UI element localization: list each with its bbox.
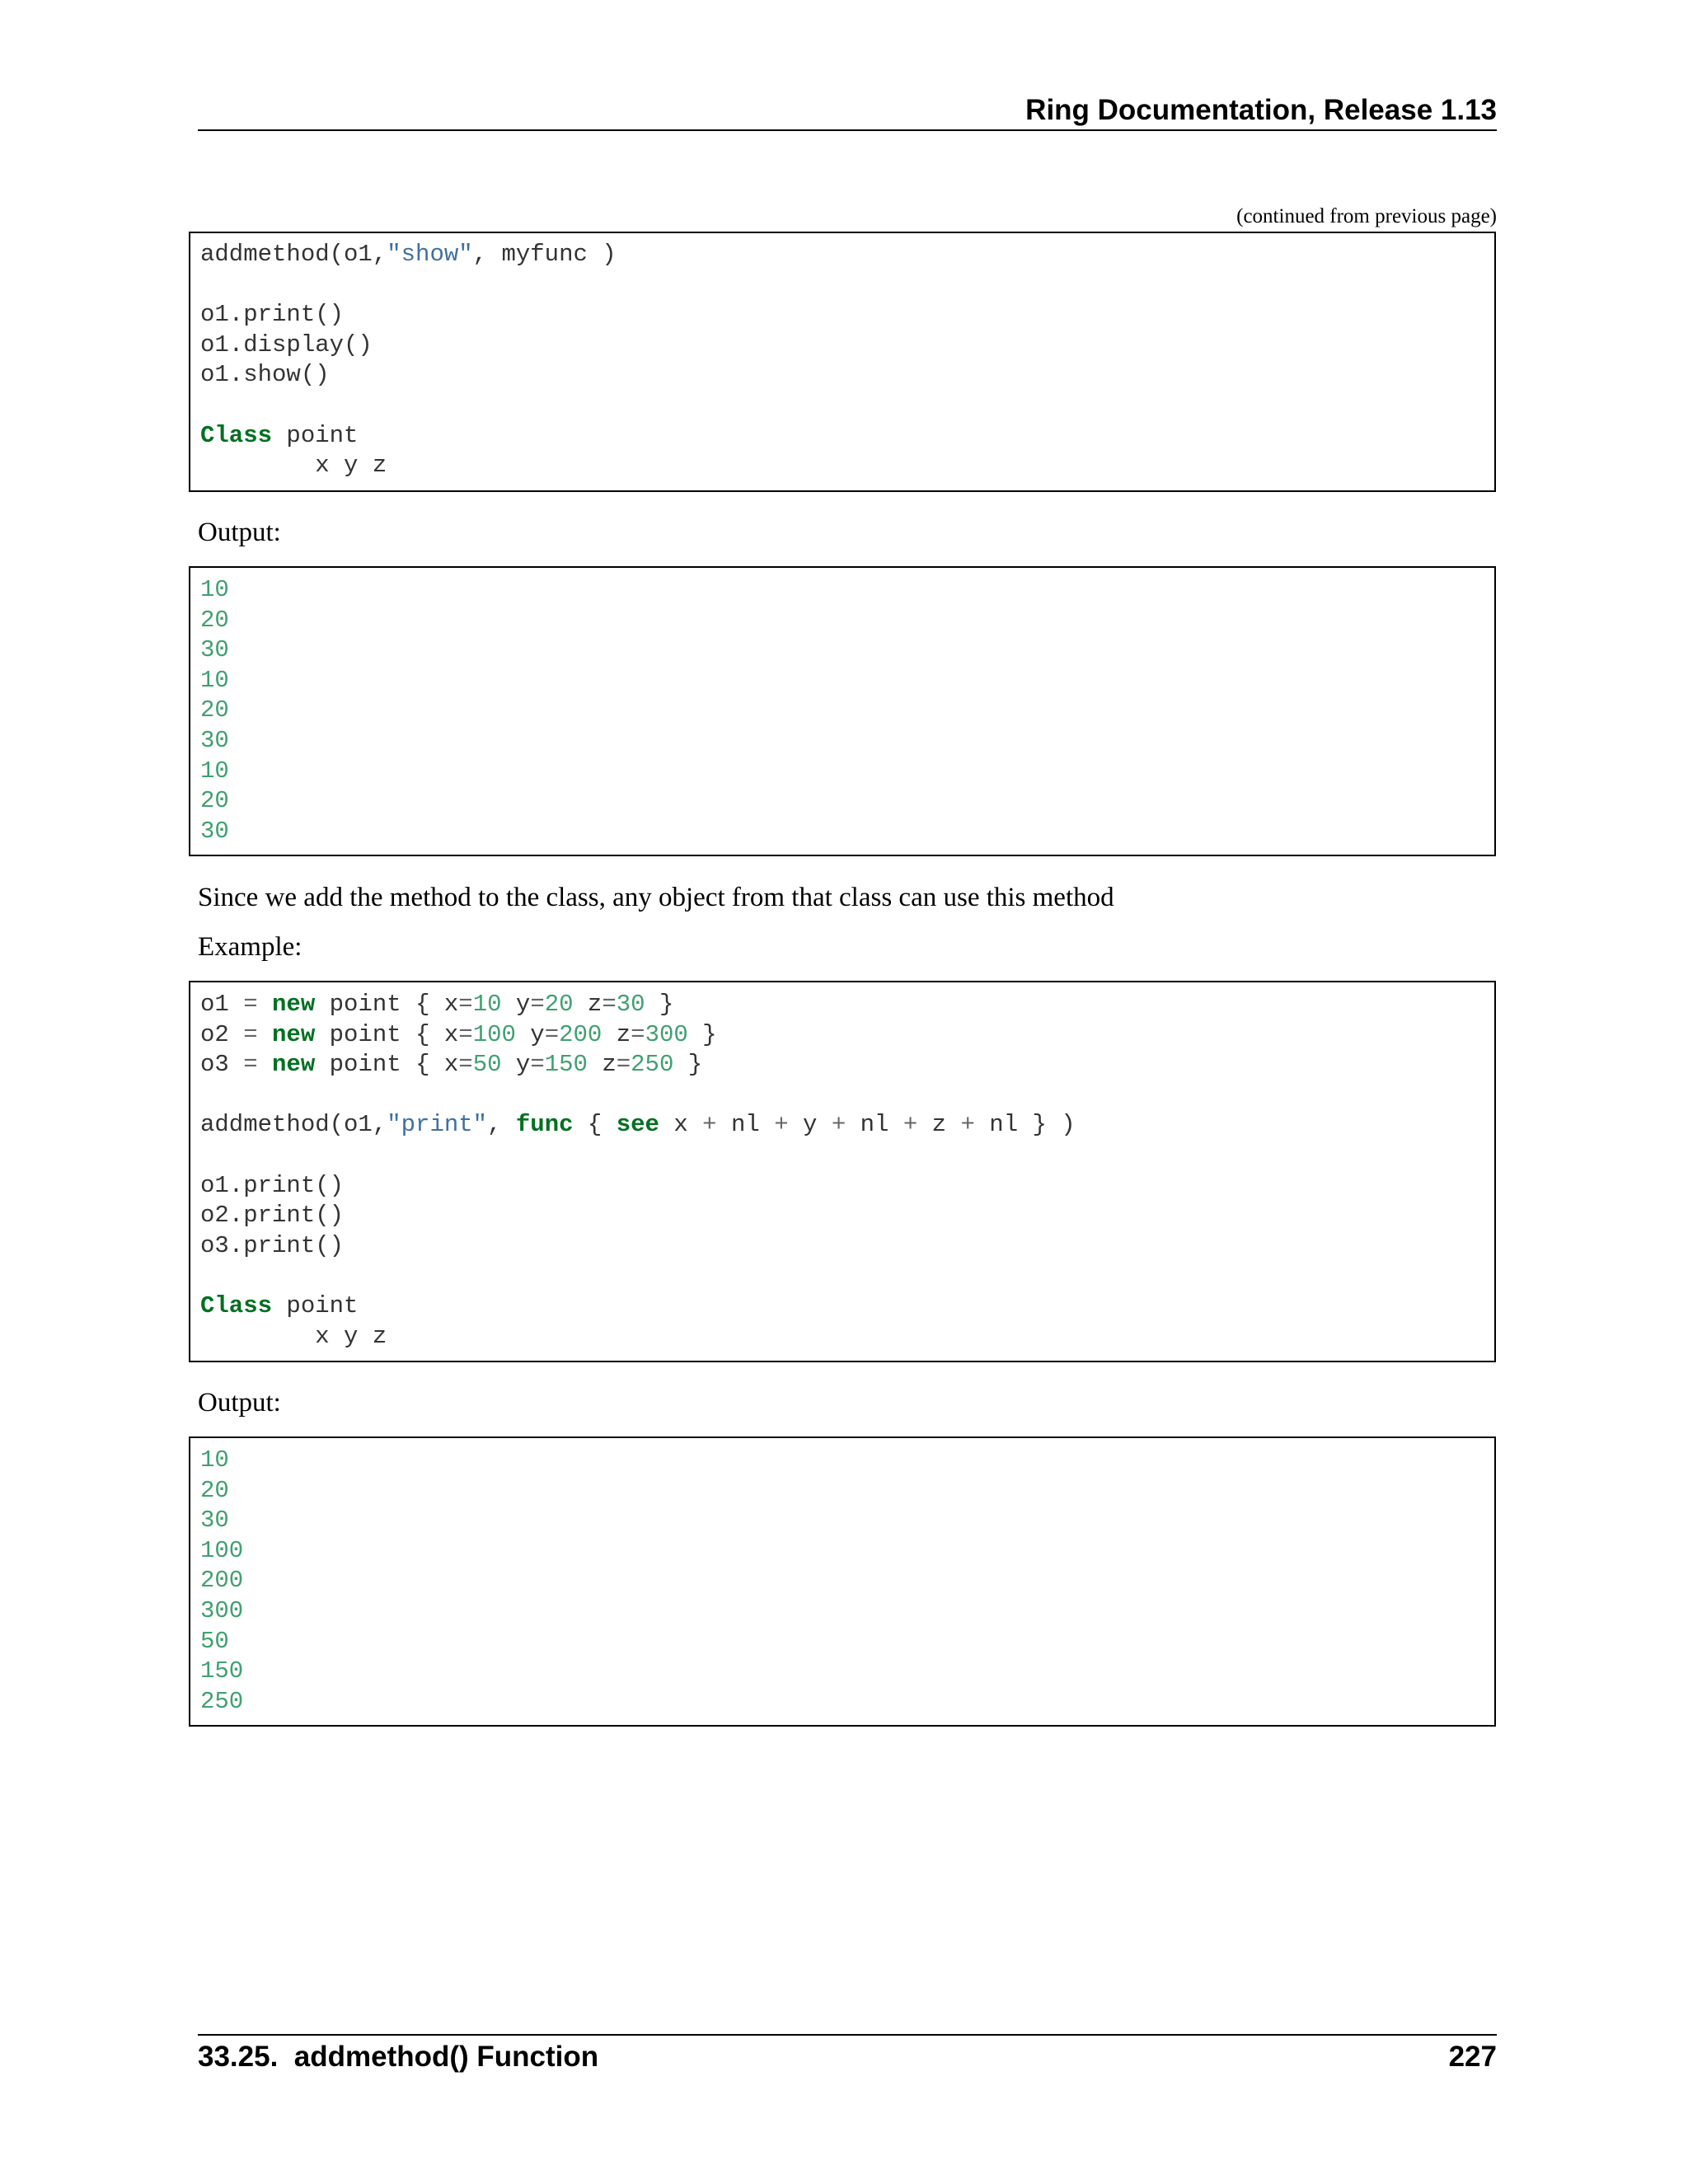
output-line: 200	[200, 1567, 244, 1595]
code-text: point	[272, 421, 359, 449]
output-line: 10	[200, 576, 229, 603]
code-text: nl	[716, 1111, 775, 1139]
code-text: o2	[200, 1020, 244, 1048]
code-line	[200, 422, 358, 449]
page-number: 227	[1448, 2041, 1497, 2073]
code-text: nl } )	[974, 1111, 1076, 1139]
code-text: {	[573, 1111, 617, 1139]
output-line: 20	[200, 606, 229, 634]
running-header-title: Ring Documentation, Release 1.13	[1025, 94, 1497, 126]
code-keyword: func	[515, 1111, 574, 1139]
code-text: x	[659, 1111, 703, 1139]
code-text: }	[673, 1051, 703, 1079]
code-operator: +	[960, 1111, 975, 1139]
output-line: 150	[200, 1657, 244, 1685]
code-line	[200, 1051, 702, 1078]
code-number: 300	[645, 1020, 688, 1048]
output-line: 20	[200, 1476, 229, 1504]
code-line	[200, 991, 673, 1018]
code-text: point { x	[315, 991, 459, 1018]
continued-note: (continued from previous page)	[1236, 205, 1497, 227]
code-operator: =	[544, 1020, 560, 1048]
code-line	[200, 1323, 387, 1350]
code-text: point	[272, 1291, 359, 1319]
code-operator: =	[530, 1051, 545, 1079]
code-line	[200, 1202, 344, 1229]
code-text: }	[645, 991, 674, 1018]
code-line	[200, 1111, 1076, 1138]
code-text: point { x	[315, 1020, 459, 1048]
code-text: z	[917, 1111, 961, 1139]
code-block-addmethod-print	[189, 981, 1496, 1362]
output-listing	[190, 568, 1494, 846]
output-line: 30	[200, 726, 229, 754]
code-keyword: new	[272, 1051, 316, 1079]
code-listing	[190, 982, 1494, 1352]
code-text: x y z	[200, 1322, 387, 1350]
code-string: "show"	[387, 241, 473, 268]
code-operator: +	[702, 1111, 717, 1139]
output-block-2	[189, 1436, 1496, 1727]
code-text: z	[602, 1020, 631, 1048]
code-operator: +	[903, 1111, 918, 1139]
output-label: Output:	[198, 518, 281, 547]
output-line: 30	[200, 636, 229, 664]
code-block-addmethod-show	[189, 232, 1496, 492]
code-operator: =	[602, 991, 617, 1018]
output-block-1	[189, 566, 1496, 856]
output-line: 10	[200, 757, 229, 785]
code-line	[200, 1021, 717, 1048]
code-keyword: see	[616, 1111, 659, 1139]
code-keyword: Class	[200, 1291, 273, 1319]
code-string: "print"	[387, 1111, 488, 1139]
body-paragraph: Since we add the method to the class, any object from that class can use this method	[198, 883, 1114, 912]
code-number: 250	[631, 1051, 674, 1079]
code-text	[258, 991, 272, 1018]
code-text: o1	[200, 991, 244, 1018]
output-line: 30	[200, 817, 229, 845]
code-number: 20	[544, 991, 574, 1018]
code-keyword: Class	[200, 421, 273, 449]
code-text: nl	[846, 1111, 903, 1139]
output-line: 50	[200, 1627, 229, 1655]
code-operator: +	[774, 1111, 789, 1139]
output-line: 20	[200, 787, 229, 815]
header-rule	[198, 129, 1497, 131]
code-number: 100	[472, 1020, 516, 1048]
code-operator: =	[243, 1051, 258, 1079]
code-text: z	[587, 1051, 617, 1079]
code-operator: +	[831, 1111, 846, 1139]
code-text: x y z	[200, 452, 387, 480]
code-text: addmethod(o1,	[200, 1111, 387, 1139]
code-line	[200, 1232, 344, 1259]
code-number: 200	[559, 1020, 603, 1048]
code-text: o1.show()	[200, 361, 330, 389]
output-line: 250	[200, 1687, 244, 1715]
output-line: 10	[200, 666, 229, 694]
code-line	[200, 241, 617, 268]
code-text: y	[501, 991, 531, 1018]
code-text: }	[687, 1020, 717, 1048]
output-label: Output:	[198, 1388, 281, 1418]
code-text: ,	[487, 1111, 516, 1139]
code-operator: =	[243, 1020, 258, 1048]
code-text: y	[501, 1051, 531, 1079]
code-number: 150	[544, 1051, 588, 1079]
code-text	[258, 1021, 272, 1048]
code-line	[200, 1292, 358, 1319]
footer-rule	[198, 2034, 1497, 2036]
code-text: o2.print()	[200, 1202, 345, 1230]
code-operator: =	[631, 1020, 645, 1048]
code-text: o3.print()	[200, 1231, 345, 1259]
code-text: addmethod(o1,	[200, 241, 387, 268]
code-line	[200, 331, 373, 359]
code-text: z	[573, 991, 603, 1018]
code-text: o1.print()	[200, 1171, 345, 1199]
code-text	[258, 1051, 272, 1078]
code-operator: =	[243, 991, 258, 1018]
output-line: 30	[200, 1507, 229, 1535]
example-label: Example:	[198, 932, 302, 962]
code-operator: =	[458, 991, 473, 1018]
code-number: 50	[472, 1051, 502, 1079]
code-operator: =	[616, 1051, 631, 1079]
code-keyword: new	[272, 991, 316, 1018]
code-text: o1.display()	[200, 330, 373, 359]
code-keyword: new	[272, 1020, 316, 1048]
code-operator: =	[530, 991, 545, 1018]
footer-section-title: 33.25. addmethod() Function	[198, 2041, 599, 2073]
code-text: y	[788, 1111, 832, 1139]
code-line	[200, 301, 344, 328]
code-operator: =	[458, 1020, 473, 1048]
code-listing	[190, 233, 1494, 481]
code-line	[200, 452, 387, 479]
code-line	[200, 1172, 344, 1199]
code-line	[200, 361, 330, 388]
code-number: 10	[472, 991, 502, 1018]
code-text: point { x	[315, 1051, 459, 1079]
code-text: o1.print()	[200, 301, 345, 329]
output-line: 300	[200, 1596, 244, 1624]
output-line: 20	[200, 696, 229, 724]
code-text: , myfunc )	[472, 241, 617, 268]
output-listing	[190, 1438, 1494, 1717]
output-line: 10	[200, 1446, 229, 1474]
code-operator: =	[458, 1051, 473, 1079]
code-text: y	[515, 1020, 545, 1048]
output-line: 100	[200, 1536, 244, 1564]
code-text: o3	[200, 1051, 244, 1079]
code-number: 30	[616, 991, 645, 1018]
